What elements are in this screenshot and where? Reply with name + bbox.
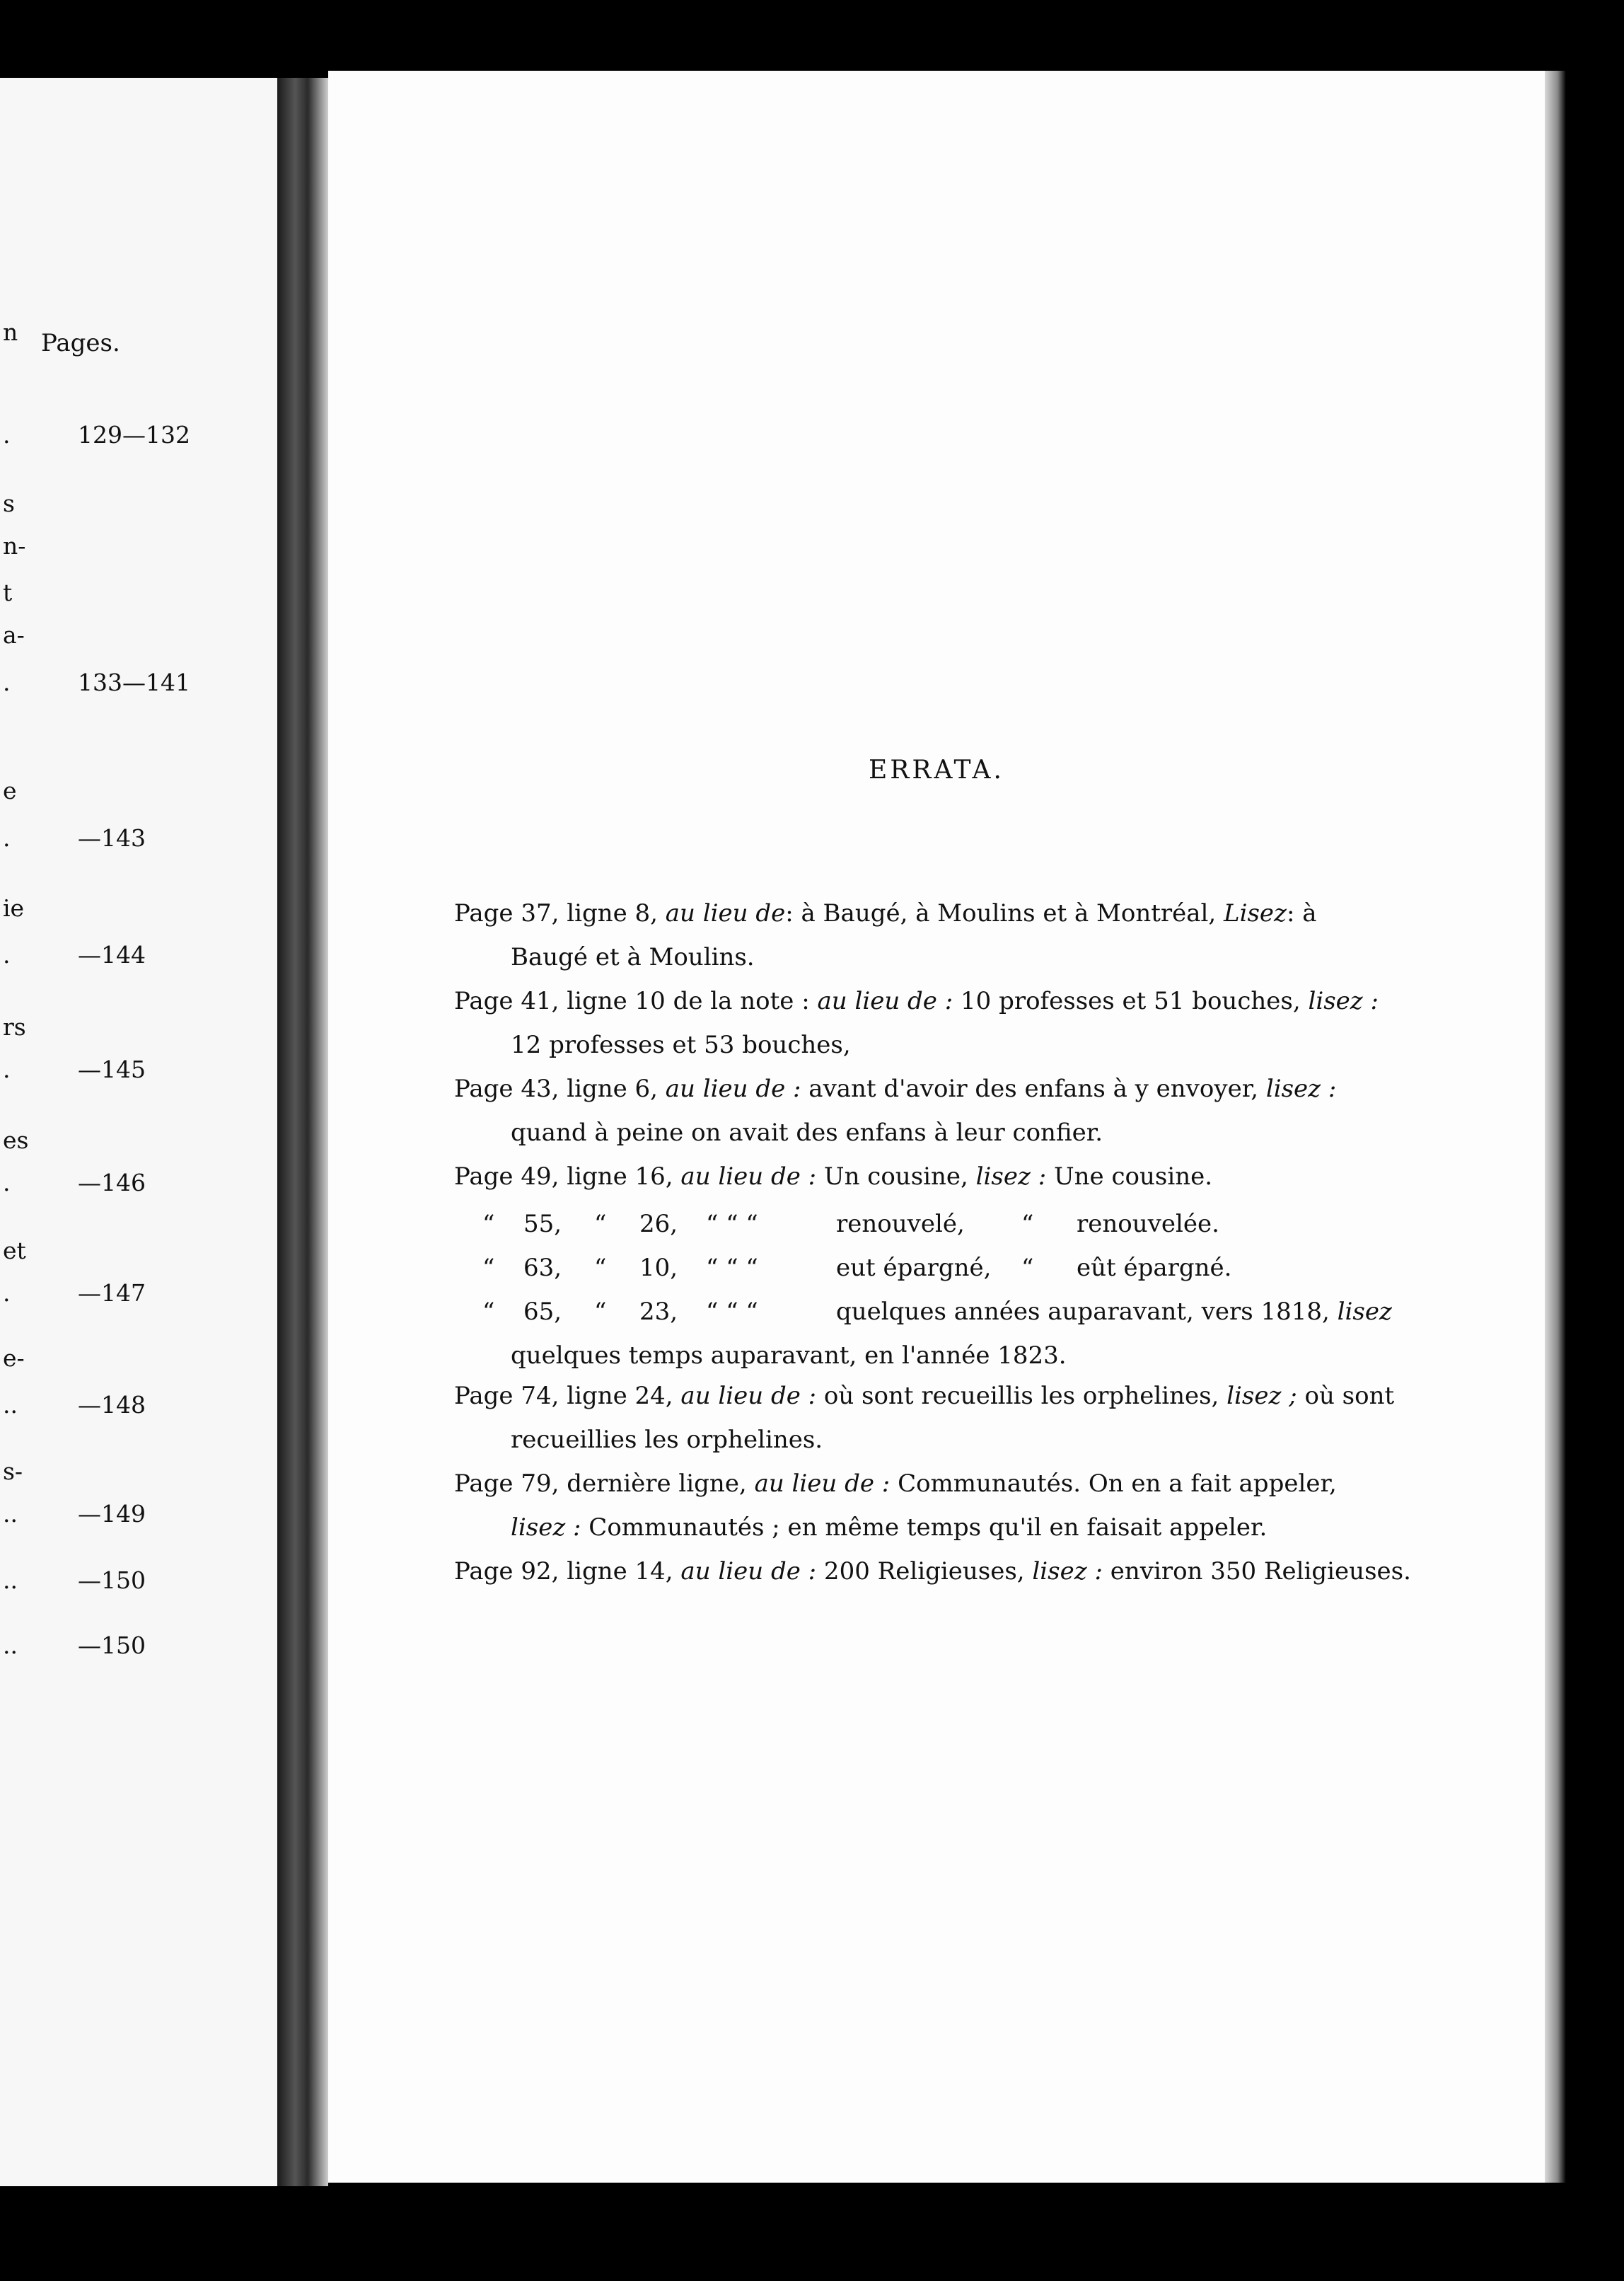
errata-entry-5: Page 74, ligne 24, au lieu de : où sont recueillis les orphelines, lisez ; où sont recueillies les orphelines. [454, 1382, 1395, 1454]
errata-entry-3: Page 43, ligne 6, au lieu de : avant d'avoir des enfans à y envoyer, lisez : quand à peine on avait des enfans à leur confier. [454, 1075, 1337, 1147]
toc-row-left-text: . [3, 1169, 11, 1196]
book-spine [277, 78, 328, 2186]
toc-row-page-range: —148 [78, 1391, 146, 1419]
errata-entry-7: Page 92, ligne 14, au lieu de : 200 Religieuses, lisez : environ 350 Religieuses. [454, 1557, 1411, 1586]
toc-row-left-text: es [3, 1126, 29, 1154]
toc-row-page-range: 133—141 [78, 669, 190, 696]
toc-row-page-range: —150 [78, 1566, 146, 1594]
toc-row-left-text: a- [3, 621, 25, 649]
toc-row-left-text: . [3, 941, 11, 969]
toc-row-left-text: .. [3, 1500, 18, 1528]
errata-page: ERRATA. Page 37, ligne 8, au lieu de: à Baugé, à Moulins et à Montréal, Lisez: à Baugé et à Moulins. Page 41, ligne 10 de la note : au lieu de : 10 professes et 51 bouches, lisez : 12 professes et 53 bouches, Page 43, ligne 6, au lieu de : avant d'avoir des enfans à y envoyer, lisez : quand à peine on avait des enfans à leur confier. Page 49, ligne 16, au lieu de : Un cousine, lisez : Une cousine. “ 55, “ 26, “ “ “ renouvelé, “ renouvelée. “ 63, “ 10, “ “ “ eut épargné, “ eût épargné. “ 65, “ 23, “ “ “ quelques années auparavant, vers 1818, lisez quelques temps auparavant, en l'année 1823. Page 74, ligne 24, au lieu de : où sont recueillis les orphelines, lisez ; où sont recueillies les orphelines. Page 79, dernière ligne, au lieu de : Communautés. On en a fait appeler, lisez : Communautés ; en même temps qu'il en faisait appeler. Page 92, ligne 14, au lieu de : 200 Religieuses, lisez : environ 350 Religieuses. [328, 71, 1545, 2183]
toc-row-page-range: —146 [78, 1169, 146, 1196]
toc-row-page-range: —147 [78, 1279, 146, 1307]
page-edge-shadow [1545, 71, 1566, 2183]
toc-row-page-range: —144 [78, 941, 146, 969]
toc-row-left-text: s- [3, 1457, 23, 1485]
toc-row-left-text: et [3, 1237, 26, 1264]
toc-row-left-text: t [3, 579, 13, 606]
toc-row-left-text: . [3, 669, 11, 696]
left-page-fragment [0, 78, 280, 2186]
errata-entry-4: Page 49, ligne 16, au lieu de : Un cousine, lisez : Une cousine. [454, 1162, 1213, 1191]
errata-entry-2: Page 41, ligne 10 de la note : au lieu de : 10 professes et 51 bouches, lisez : 12 professes et 53 bouches, [454, 987, 1379, 1059]
pages-heading: Pages. [41, 329, 120, 357]
toc-row-left-text: e- [3, 1344, 25, 1372]
toc-row-left-text: .. [3, 1632, 18, 1659]
toc-row-page-range: —150 [78, 1632, 146, 1659]
toc-row-left-text: . [3, 824, 11, 852]
toc-row-left-text: n [3, 318, 18, 346]
toc-row-left-text: . [3, 421, 11, 449]
toc-row-left-text: .. [3, 1566, 18, 1594]
toc-row-left-text: rs [3, 1013, 26, 1041]
toc-row-page-range: 129—132 [78, 421, 190, 449]
errata-entry-6: Page 79, dernière ligne, au lieu de : Communautés. On en a fait appeler, lisez : Communautés ; en même temps qu'il en faisait appeler. [454, 1469, 1337, 1542]
toc-row-page-range: —149 [78, 1500, 146, 1528]
toc-row-left-text: . [3, 1279, 11, 1307]
toc-row-left-text: . [3, 1056, 11, 1083]
toc-row-page-range: —143 [78, 824, 146, 852]
toc-row-left-text: n- [3, 532, 26, 560]
toc-row-left-text: s [3, 490, 15, 517]
toc-row-left-text: ie [3, 894, 25, 922]
toc-row-left-text: .. [3, 1391, 18, 1419]
toc-row-left-text: e [3, 777, 17, 804]
toc-row-page-range: —145 [78, 1056, 146, 1083]
errata-entry-1: Page 37, ligne 8, au lieu de: à Baugé, à Moulins et à Montréal, Lisez: à Baugé et à Moulins. [454, 899, 1317, 971]
errata-title: ERRATA. [868, 756, 1004, 785]
